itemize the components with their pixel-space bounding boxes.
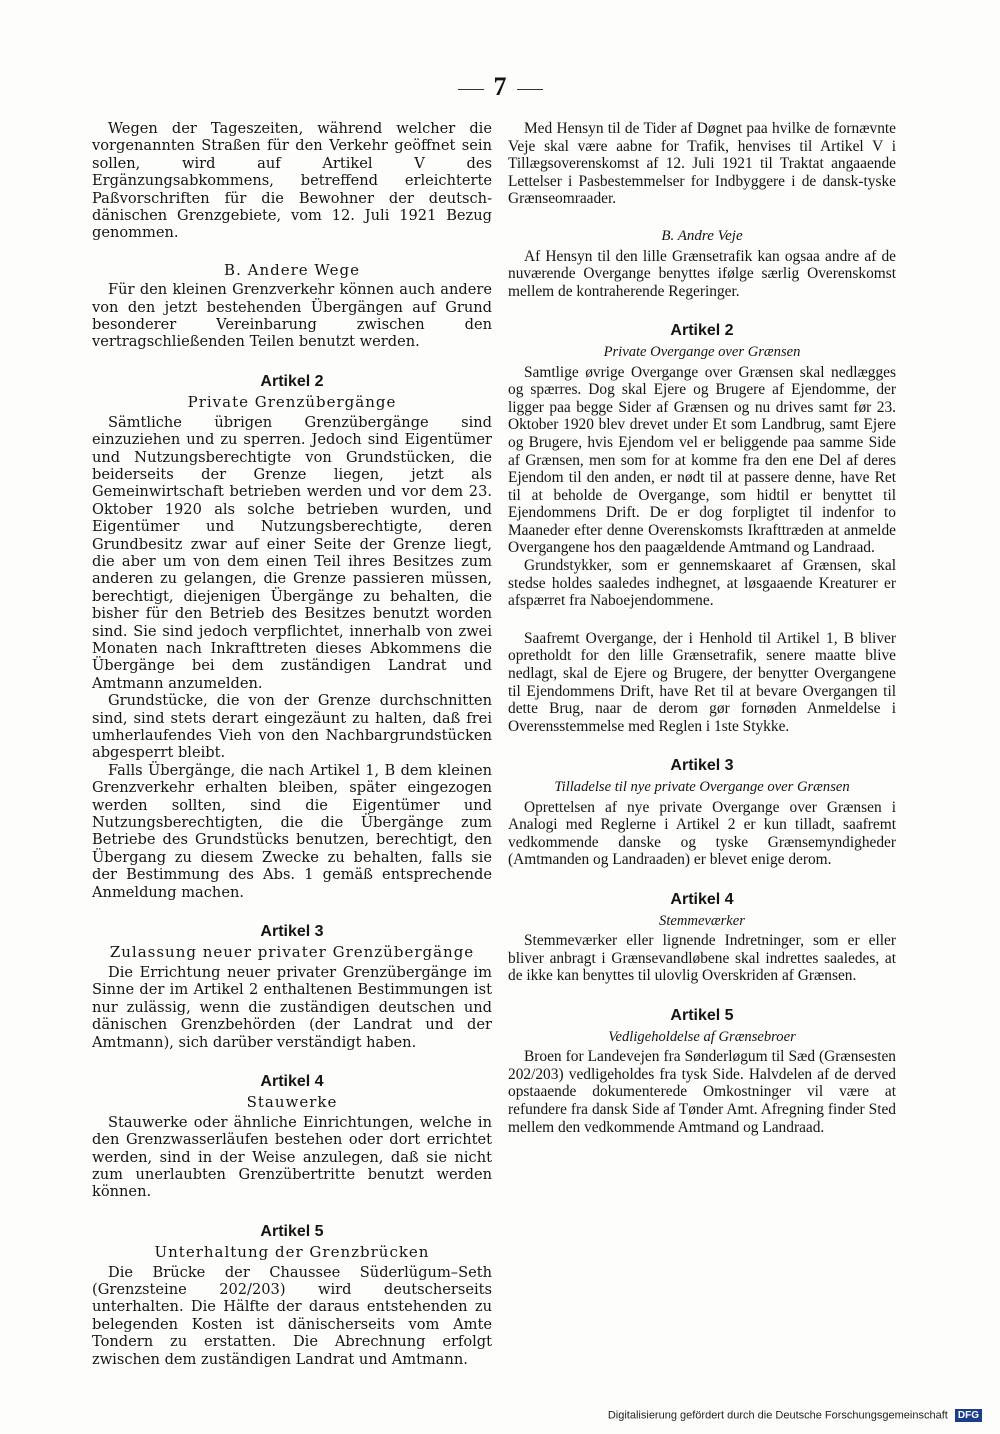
- danish-art3-title: Tilladelse til nye private Overgange over Grænsen: [554, 779, 850, 795]
- german-art4-label: Artikel 4: [260, 1072, 324, 1090]
- german-art2-title: Private Grenzübergänge: [187, 393, 397, 412]
- danish-b-text: Af Hensyn til den lille Grænsetrafik kan ogsaa andre af de nuværende Overgange benyttes ifølge særlig Overenskomst mellem de kontraherende Regeringer.: [508, 247, 896, 300]
- german-intro: Wegen der Tageszeiten, während welcher die vorgenannten Straßen für den Verkehr geöffnet sein sollen, wird auf Artikel V des Ergänzungsabkommens, betreffend erleichterte Paßvorschriften für die Bewohner der deutsch-dänischen Grenzgebiete, vom 12. Juli 1921 Bezug genommen.: [92, 120, 492, 242]
- danish-art3-label: Artikel 3: [670, 757, 734, 775]
- german-art2-p1: Sämtliche übrigen Grenzübergänge sind einzuziehen und zu sperren. Jedoch sind Eigentümer und Nutzungsberechtigte von Grundstücken, die beiderseits der Grenze liegen, jetzt als Gemeinwirtschaft betrieben werden und vor dem 23. Oktober 1920 als solche betrieben wurden, und Eigentümer und Nutzungsberechtigte, deren Grundbesitz zwar auf einer Seite der Grenze liegt, die aber um von dem einen Teil ihres Besitzes zum anderen zu gelangen, die Grenze passieren müssen, berechtigt, diejenigen Übergänge zu behalten, die bisher für den Betrieb des Besitzes benutzt worden sind. Sie sind jedoch verpflichtet, innerhalb von zwei Monaten nach Inkrafttreten dieses Abkommens die Übergänge bei dem zuständigen Landrat und Amtmann anzumelden.: [92, 413, 492, 692]
- danish-art2-p2: Grundstykker, som er gennemskaaret af Grænsen, skal stedse holdes saaledes indhegnet, at løsgaaende Kreaturer er afspærret fra Naboejendommene.: [508, 557, 896, 610]
- danish-art4-label: Artikel 4: [670, 890, 734, 908]
- german-art2-p3: Falls Übergänge, die nach Artikel 1, B dem kleinen Grenzverkehr erhalten bleiben, später eingezogen werden sollten, sind die Eigentümer und Nutzungsberechtigten, die die Übergänge zum Betriebe des Grundstücks benutzen, berechtigt, den Übergang zu diesem Zwecke zu behalten, falls sie der Bestimmung des Abs. 1 gemäß entsprechende Anmeldung machen.: [92, 761, 492, 901]
- danish-art2-p3: Saafremt Overgange, der i Henhold til Artikel 1, B bliver opretholdt for den lille Grænsetrafik, senere maatte blive nedlagt, skal de Ejere og Brugere, der benytter Overgangene til Ejendommens Drift, have Ret til at bevare Overgangen til dette Brug, naar de derom gør fornøden Anmeldelse i Overensstemmelse med Reglen i 1ste Stykke.: [508, 629, 896, 735]
- danish-art4-title: Stemmeværker: [659, 912, 745, 929]
- german-art4-p1: Stauwerke oder ähnliche Einrichtungen, welche in den Grenzwasserläufen bestehen oder dort errichtet werden, sind in der Weise anzulegen, daß sie nicht zum unerlaubten Grenzübertritte benutzt werden können.: [92, 1113, 492, 1201]
- german-art3-label: Artikel 3: [260, 923, 324, 941]
- german-art5-title: Unterhaltung der Grenzbrücken: [154, 1243, 430, 1262]
- page-number-dash-right: [517, 89, 543, 90]
- page-number-text: 7: [493, 72, 507, 101]
- digitization-footer: [608, 1409, 982, 1422]
- danish-b-heading: B. Andre Veje: [661, 227, 743, 244]
- danish-intro: Med Hensyn til de Tider af Døgnet paa hvilke de fornævnte Veje skal være aabne for Trafik, henvises til Artikel V i Tillægsoverenskomst af 12. Juli 1921 til Traktat angaaende Lettelser i Pasbestemmelser for Indbyggere i de dansk-tyske Grænseomraader.: [508, 120, 896, 208]
- german-b-heading: B. Andere Wege: [224, 260, 360, 279]
- danish-column: [508, 120, 896, 1136]
- danish-art5-p1: Broen for Landevejen fra Sønderløgum til Sæd (Grænsesten 202/203) vedligeholdes fra tysk Side. Halvdelen af de derved opstaaende dokumenterede Omkostninger vil være at refundere fra dansk Side af Tønder Amt. Afregning finder Sted mellem den vedkommende Amtmand og Landraad.: [508, 1048, 896, 1136]
- german-art4-title: Stauwerke: [246, 1093, 338, 1112]
- danish-art5-label: Artikel 5: [670, 1006, 734, 1024]
- page-number-dash-left: [458, 89, 484, 90]
- german-column: [92, 120, 492, 1368]
- dfg-logo: DFG: [955, 1409, 982, 1422]
- german-b-text: Für den kleinen Grenzverkehr können auch andere von den jetzt bestehenden Übergängen auf Grund besonderer Vereinbarung zwischen den vertragschließenden Teilen benutzt werden.: [92, 281, 492, 351]
- german-art2-p2: Grundstücke, die von der Grenze durchschnitten sind, sind stets derart eingezäunt zu halten, daß frei umherlaufendes Vieh von den Nachbargrundstücken abgesperrt bleibt.: [92, 692, 492, 762]
- german-art5-label: Artikel 5: [260, 1222, 324, 1240]
- danish-art3-p1: Oprettelsen af nye private Overgange over Grænsen i Analogi med Reglerne i Artikel 2 er kun tilladt, saafremt vedkommende danske og tyske Grænsemyndigheder (Amtmanden og Landraaden) er blevet enige derom.: [508, 798, 896, 869]
- german-art5-p1: Die Brücke der Chaussee Süderlügum–Seth (Grenzsteine 202/203) wird deutscherseits unterhalten. Die Hälfte der daraus entstehenden zu belegenden Kosten ist dänischerseits vom Amte Tondern zu erstatten. Die Abrechnung erfolgt zwischen dem zuständigen Landrat und Amtmann.: [92, 1263, 492, 1368]
- danish-art2-title: Private Overgange over Grænsen: [603, 343, 801, 360]
- german-art3-title: Zulassung neuer privater Grenzübergänge: [109, 943, 475, 962]
- german-art2-label: Artikel 2: [260, 372, 324, 390]
- page-number: [0, 72, 1000, 102]
- danish-art5-title: Vedligeholdelse af Grænsebroer: [608, 1028, 796, 1045]
- german-art3-p1: Die Errichtung neuer privater Grenzübergänge im Sinne der im Artikel 2 enthaltenen Bestimmungen ist nur zulässig, wenn die zuständigen deutschen und dänischen Grenzbehörden (der Landrat und der Amtmann), sich darüber verständigt haben.: [92, 963, 492, 1051]
- footer-text: Digitalisierung gefördert durch die Deutsche Forschungsgemeinschaft: [607, 1409, 948, 1422]
- danish-art2-p1: Samtlige øvrige Overgange over Grænsen skal nedlægges og spærres. Dog skal Ejere og Brugere af Ejendomme, der ligger paa begge Sider af Grænsen og nu drives samt før 23. Oktober 1920 blev drevet under Et som Landbrug, samt Ejere og Brugere, hvis Ejendom vel er beliggende paa samme Side af Grænsen, men som for at komme fra den ene Del af deres Ejendom til den anden, er nødt til at passere denne, have Ret til at beholde de Overgange, som hidtil er benyttet til Ejendommens Drift. De er dog forpligtet til indenfor to Maaneder efter denne Overenskomsts Ikrafttræden at anmelde Overgangene hos den paagældende Amtmand og Landraad.: [508, 363, 896, 557]
- danish-art4-p1: Stemmeværker eller lignende Indretninger, som er eller bliver anbragt i Grænsevandløbene skal indrettes saaledes, at de ikke kan benyttes til ulovlig Overskriden af Grænsen.: [508, 932, 896, 985]
- danish-art2-label: Artikel 2: [670, 322, 734, 340]
